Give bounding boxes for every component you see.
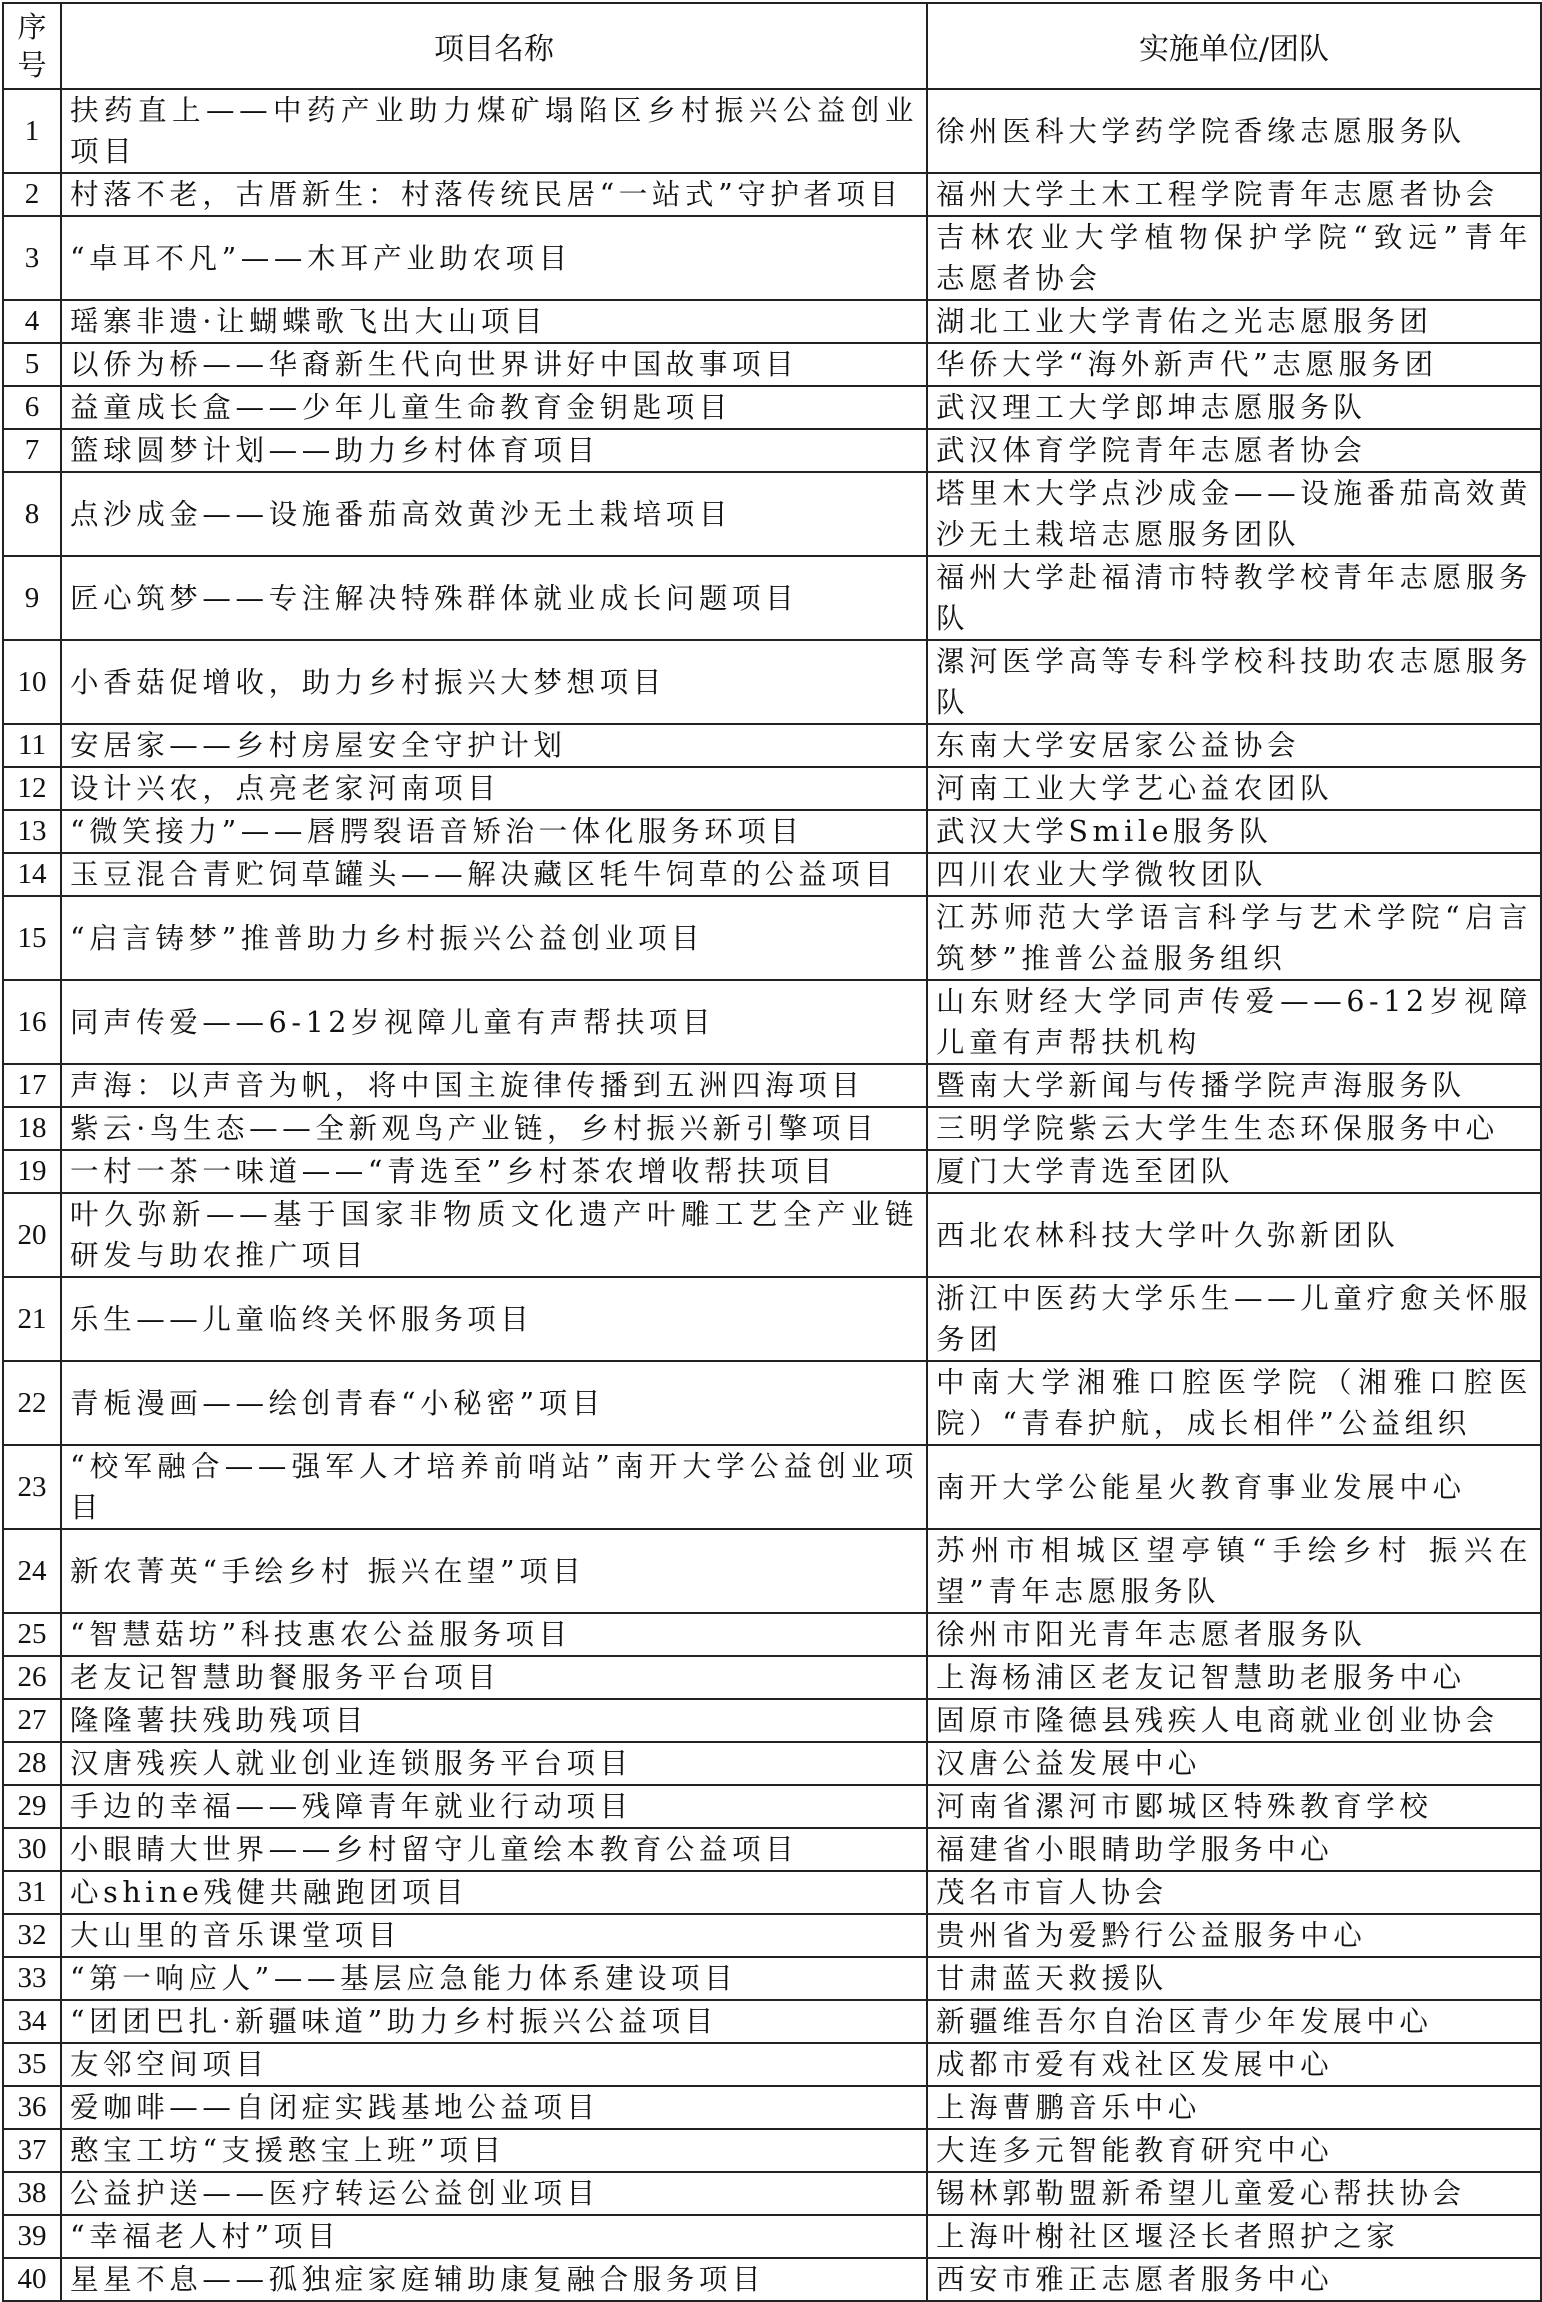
row-number: 6	[3, 386, 61, 429]
row-number: 33	[3, 1957, 61, 2000]
project-name: 老友记智慧助餐服务平台项目	[61, 1656, 927, 1699]
project-name: 汉唐残疾人就业创业连锁服务平台项目	[61, 1742, 927, 1785]
project-name: 青栀漫画——绘创青春“小秘密”项目	[61, 1361, 927, 1445]
table-row	[3, 640, 1541, 724]
project-name: 一村一茶一味道——“青选至”乡村茶农增收帮扶项目	[61, 1150, 927, 1193]
row-number: 3	[3, 216, 61, 300]
table-row	[3, 2000, 1541, 2043]
table-row	[3, 1064, 1541, 1107]
row-number: 10	[3, 640, 61, 724]
implementing-unit: 茂名市盲人协会	[927, 1871, 1541, 1914]
row-number: 11	[3, 724, 61, 767]
implementing-unit: 南开大学公能星火教育事业发展中心	[927, 1445, 1541, 1529]
project-name: 匠心筑梦——专注解决特殊群体就业成长问题项目	[61, 556, 927, 640]
table-row	[3, 2215, 1541, 2258]
implementing-unit: 武汉理工大学郎坤志愿服务队	[927, 386, 1541, 429]
implementing-unit: 西安市雅正志愿者服务中心	[927, 2258, 1541, 2301]
row-number: 5	[3, 343, 61, 386]
implementing-unit: 中南大学湘雅口腔医学院（湘雅口腔医院）“青春护航，成长相伴”公益组织	[927, 1361, 1541, 1445]
project-name: 紫云·鸟生态——全新观鸟产业链，乡村振兴新引擎项目	[61, 1107, 927, 1150]
table-row	[3, 1785, 1541, 1828]
table-row	[3, 173, 1541, 216]
row-number: 23	[3, 1445, 61, 1529]
table-row	[3, 853, 1541, 896]
row-number: 37	[3, 2129, 61, 2172]
implementing-unit: 贵州省为爱黔行公益服务中心	[927, 1914, 1541, 1957]
project-name: 同声传爱——6-12岁视障儿童有声帮扶项目	[61, 980, 927, 1064]
row-number: 31	[3, 1871, 61, 1914]
row-number: 2	[3, 173, 61, 216]
project-name: “卓耳不凡”——木耳产业助农项目	[61, 216, 927, 300]
row-number: 1	[3, 89, 61, 173]
project-name: 小眼睛大世界——乡村留守儿童绘本教育公益项目	[61, 1828, 927, 1871]
implementing-unit: 苏州市相城区望亭镇“手绘乡村 振兴在望”青年志愿服务队	[927, 1529, 1541, 1613]
implementing-unit: 厦门大学青选至团队	[927, 1150, 1541, 1193]
header-unit: 实施单位/团队	[927, 3, 1541, 89]
project-name: 公益护送——医疗转运公益创业项目	[61, 2172, 927, 2215]
row-number: 4	[3, 300, 61, 343]
project-name: 新农菁英“手绘乡村 振兴在望”项目	[61, 1529, 927, 1613]
implementing-unit: 成都市爱有戏社区发展中心	[927, 2043, 1541, 2086]
row-number: 39	[3, 2215, 61, 2258]
implementing-unit: 上海叶榭社区堰泾长者照护之家	[927, 2215, 1541, 2258]
row-number: 28	[3, 1742, 61, 1785]
implementing-unit: 浙江中医药大学乐生——儿童疗愈关怀服务团	[927, 1277, 1541, 1361]
implementing-unit: 塔里木大学点沙成金——设施番茄高效黄沙无土栽培志愿服务团队	[927, 472, 1541, 556]
row-number: 38	[3, 2172, 61, 2215]
row-number: 21	[3, 1277, 61, 1361]
table-row	[3, 1957, 1541, 2000]
implementing-unit: 上海曹鹏音乐中心	[927, 2086, 1541, 2129]
row-number: 13	[3, 810, 61, 853]
table-row	[3, 2129, 1541, 2172]
row-number: 27	[3, 1699, 61, 1742]
project-name: “校军融合——强军人才培养前哨站”南开大学公益创业项目	[61, 1445, 927, 1529]
row-number: 30	[3, 1828, 61, 1871]
project-name: 手边的幸福——残障青年就业行动项目	[61, 1785, 927, 1828]
implementing-unit: 东南大学安居家公益协会	[927, 724, 1541, 767]
implementing-unit: 汉唐公益发展中心	[927, 1742, 1541, 1785]
project-name: 安居家——乡村房屋安全守护计划	[61, 724, 927, 767]
table-row	[3, 1277, 1541, 1361]
implementing-unit: 徐州市阳光青年志愿者服务队	[927, 1613, 1541, 1656]
row-number: 19	[3, 1150, 61, 1193]
table-row	[3, 980, 1541, 1064]
row-number: 12	[3, 767, 61, 810]
implementing-unit: 福建省小眼睛助学服务中心	[927, 1828, 1541, 1871]
project-name: 大山里的音乐课堂项目	[61, 1914, 927, 1957]
implementing-unit: 福州大学赴福清市特教学校青年志愿服务队	[927, 556, 1541, 640]
project-name: 心shine残健共融跑团项目	[61, 1871, 927, 1914]
project-name: 扶药直上——中药产业助力煤矿塌陷区乡村振兴公益创业项目	[61, 89, 927, 173]
row-number: 9	[3, 556, 61, 640]
project-name: 点沙成金——设施番茄高效黄沙无土栽培项目	[61, 472, 927, 556]
table-row	[3, 343, 1541, 386]
project-name: 篮球圆梦计划——助力乡村体育项目	[61, 429, 927, 472]
implementing-unit: 四川农业大学微牧团队	[927, 853, 1541, 896]
implementing-unit: 福州大学土木工程学院青年志愿者协会	[927, 173, 1541, 216]
implementing-unit: 固原市隆德县残疾人电商就业创业协会	[927, 1699, 1541, 1742]
table-row	[3, 1871, 1541, 1914]
table-row	[3, 896, 1541, 980]
project-name: 友邻空间项目	[61, 2043, 927, 2086]
table-row	[3, 429, 1541, 472]
project-name: 隆隆薯扶残助残项目	[61, 1699, 927, 1742]
implementing-unit: 漯河医学高等专科学校科技助农志愿服务队	[927, 640, 1541, 724]
implementing-unit: 山东财经大学同声传爱——6-12岁视障儿童有声帮扶机构	[927, 980, 1541, 1064]
table-row	[3, 89, 1541, 173]
row-number: 7	[3, 429, 61, 472]
row-number: 35	[3, 2043, 61, 2086]
table-body	[3, 89, 1541, 2301]
implementing-unit: 徐州医科大学药学院香缘志愿服务队	[927, 89, 1541, 173]
project-name: 设计兴农，点亮老家河南项目	[61, 767, 927, 810]
project-name: “团团巴扎·新疆味道”助力乡村振兴公益项目	[61, 2000, 927, 2043]
project-name: 以侨为桥——华裔新生代向世界讲好中国故事项目	[61, 343, 927, 386]
project-name: “智慧菇坊”科技惠农公益服务项目	[61, 1613, 927, 1656]
row-number: 25	[3, 1613, 61, 1656]
row-number: 16	[3, 980, 61, 1064]
table-row	[3, 1107, 1541, 1150]
project-name: 乐生——儿童临终关怀服务项目	[61, 1277, 927, 1361]
table-row	[3, 1445, 1541, 1529]
project-name: 益童成长盒——少年儿童生命教育金钥匙项目	[61, 386, 927, 429]
implementing-unit: 新疆维吾尔自治区青少年发展中心	[927, 2000, 1541, 2043]
row-number: 14	[3, 853, 61, 896]
implementing-unit: 吉林农业大学植物保护学院“致远”青年志愿者协会	[927, 216, 1541, 300]
project-name: 爱咖啡——自闭症实践基地公益项目	[61, 2086, 927, 2129]
table-row	[3, 2258, 1541, 2301]
row-number: 36	[3, 2086, 61, 2129]
implementing-unit: 湖北工业大学青佑之光志愿服务团	[927, 300, 1541, 343]
table-row	[3, 216, 1541, 300]
project-name: “第一响应人”——基层应急能力体系建设项目	[61, 1957, 927, 2000]
table-row	[3, 1828, 1541, 1871]
table-row	[3, 1914, 1541, 1957]
table-row	[3, 556, 1541, 640]
project-name: “幸福老人村”项目	[61, 2215, 927, 2258]
table-row	[3, 386, 1541, 429]
row-number: 29	[3, 1785, 61, 1828]
table-row	[3, 1150, 1541, 1193]
table-row	[3, 1361, 1541, 1445]
project-name: 玉豆混合青贮饲草罐头——解决藏区牦牛饲草的公益项目	[61, 853, 927, 896]
project-name: “启言铸梦”推普助力乡村振兴公益创业项目	[61, 896, 927, 980]
project-table	[2, 2, 1542, 2302]
table-row	[3, 1656, 1541, 1699]
project-name: 憨宝工坊“支援憨宝上班”项目	[61, 2129, 927, 2172]
table-row	[3, 1613, 1541, 1656]
row-number: 40	[3, 2258, 61, 2301]
implementing-unit: 华侨大学“海外新声代”志愿服务团	[927, 343, 1541, 386]
row-number: 8	[3, 472, 61, 556]
implementing-unit: 暨南大学新闻与传播学院声海服务队	[927, 1064, 1541, 1107]
project-name: 叶久弥新——基于国家非物质文化遗产叶雕工艺全产业链研发与助农推广项目	[61, 1193, 927, 1277]
row-number: 32	[3, 1914, 61, 1957]
project-name: 村落不老，古厝新生：村落传统民居“一站式”守护者项目	[61, 173, 927, 216]
project-name: 小香菇促增收，助力乡村振兴大梦想项目	[61, 640, 927, 724]
row-number: 22	[3, 1361, 61, 1445]
table-row	[3, 810, 1541, 853]
implementing-unit: 三明学院紫云大学生生态环保服务中心	[927, 1107, 1541, 1150]
implementing-unit: 上海杨浦区老友记智慧助老服务中心	[927, 1656, 1541, 1699]
row-number: 15	[3, 896, 61, 980]
row-number: 20	[3, 1193, 61, 1277]
table-row	[3, 1529, 1541, 1613]
row-number: 26	[3, 1656, 61, 1699]
table-row	[3, 472, 1541, 556]
table-row	[3, 767, 1541, 810]
table-row	[3, 1742, 1541, 1785]
header-num: 序号	[3, 3, 61, 89]
implementing-unit: 西北农林科技大学叶久弥新团队	[927, 1193, 1541, 1277]
table-row	[3, 1193, 1541, 1277]
row-number: 17	[3, 1064, 61, 1107]
implementing-unit: 河南工业大学艺心益农团队	[927, 767, 1541, 810]
project-name: “微笑接力”——唇腭裂语音矫治一体化服务环项目	[61, 810, 927, 853]
implementing-unit: 大连多元智能教育研究中心	[927, 2129, 1541, 2172]
table-row	[3, 724, 1541, 767]
implementing-unit: 武汉体育学院青年志愿者协会	[927, 429, 1541, 472]
header-row	[3, 3, 1541, 89]
project-name: 星星不息——孤独症家庭辅助康复融合服务项目	[61, 2258, 927, 2301]
implementing-unit: 河南省漯河市郾城区特殊教育学校	[927, 1785, 1541, 1828]
table-row	[3, 2043, 1541, 2086]
table-row	[3, 2172, 1541, 2215]
row-number: 18	[3, 1107, 61, 1150]
project-name: 声海：以声音为帆，将中国主旋律传播到五洲四海项目	[61, 1064, 927, 1107]
project-name: 瑶寨非遗·让蝴蝶歌飞出大山项目	[61, 300, 927, 343]
row-number: 24	[3, 1529, 61, 1613]
table-row	[3, 2086, 1541, 2129]
row-number: 34	[3, 2000, 61, 2043]
implementing-unit: 甘肃蓝天救援队	[927, 1957, 1541, 2000]
implementing-unit: 江苏师范大学语言科学与艺术学院“启言筑梦”推普公益服务组织	[927, 896, 1541, 980]
table-row	[3, 1699, 1541, 1742]
header-project: 项目名称	[61, 3, 927, 89]
implementing-unit: 武汉大学Smile服务队	[927, 810, 1541, 853]
implementing-unit: 锡林郭勒盟新希望儿童爱心帮扶协会	[927, 2172, 1541, 2215]
table-row	[3, 300, 1541, 343]
